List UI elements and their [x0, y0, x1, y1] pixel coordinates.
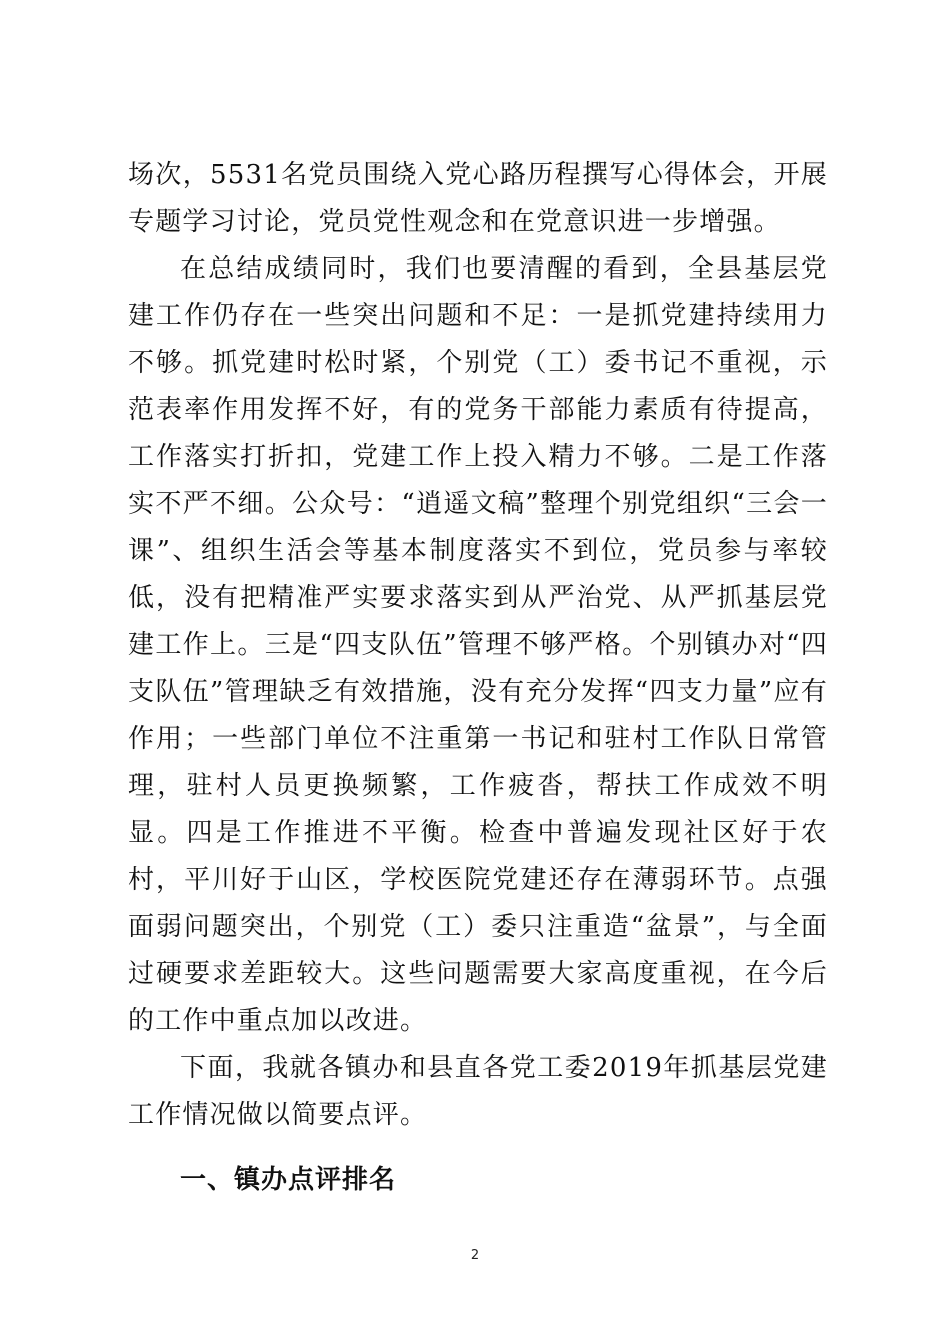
paragraph-problems: 在总结成绩同时，我们也要清醒的看到，全县基层党建工作仍存在一些突出问题和不足：一是抓党建持续用力不够。抓党建时松时紧，个别党（工）委书记不重视，示范表率作用发挥不好，有的党务干部能力素质有待提高，工作落实打折扣，党建工作上投入精力不够。二是工作落实不严不细。公众号：“逍遥文稿”整理个别党组织“三会一课”、组织生活会等基本制度落实不到位，党员参与率较低，没有把精准严实要求落实到从严治党、从严抓基层党建工作上。三是“四支队伍”管理不够严格。个别镇办对“四支队伍”管理缺乏有效措施，没有充分发挥“四支力量”应有作用；一些部门单位不注重第一书记和驻村工作队日常管理，驻村人员更换频繁，工作疲沓，帮扶工作成效不明显。四是工作推进不平衡。检查中普遍发现社区好于农村，平川好于山区，学校医院党建还存在薄弱环节。点强面弱问题突出，个别党（工）委只注重造“盆景”，与全面过硬要求差距较大。这些问题需要大家高度重视，在今后的工作中重点加以改进。: [128, 254, 828, 1036]
page-number: 2: [470, 1248, 480, 1263]
paragraph-continuation: 场次，5531名党员围绕入党心路历程撰写心得体会，开展专题学习讨论，党员党性观念和在党意识进一步增强。: [128, 160, 828, 237]
document-body: [128, 152, 828, 1204]
section-heading: 一、镇办点评排名: [180, 1165, 397, 1195]
paragraph-intro-review: 下面，我就各镇办和县直各党工委2019年抓基层党建工作情况做以简要点评。: [128, 1053, 828, 1130]
